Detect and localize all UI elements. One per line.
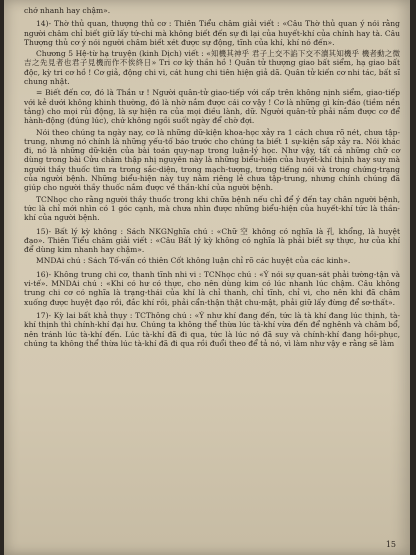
- paragraph-2: 14)- Thờ thủ quan, thượng thủ cơ : Thiên Tiểu châm giải viết : «Câu Thờ thủ quan ý nói rằng người châm chỉ biết giữ lấy tứ-chi mà không biết đến sự đi lại của huyết-khí của chính hay tà. Câu Thượng thủ cơ ý nói người châm biết xét được sự động, tĩnh của khí, khí nó đến».: [24, 19, 400, 47]
- paragraph-7: 15)- Bất lý kỳ không : Sách NKGNghĩa chú : «Chữ 空 không có nghĩa là 孔 khổng, là huyệt đạo». Thiên Tiểu châm giải viết : «Câu Bất lý kỳ không có nghĩa là phải biết sự thực, hư của khí để dùng kim nhanh hay chậm».: [24, 226, 400, 255]
- book-page: [4, 0, 410, 555]
- paragraph-10: 17)- Kỳ lai bất khả thụy : TCThông chú : «Ý như khí đang đến, tức là tà khí đang lúc thịnh, tà-khí thịnh thì chính-khí đại hư. Chúng ta không thể thừa lúc tà-khí vừa đến để nghênh và châm bổ, nên tránh lúc tà-khí đến. Lúc tà-khí đã đi qua, tức là lúc nó đã suy và chính-khí đang hồi-phục, chúng ta không thể thừa lúc tà-khí đã đi qua rồi đuổi theo để tả nó, vì làm như vậy e rằng sẽ làm: [24, 310, 400, 348]
- page-number: 15: [385, 540, 396, 549]
- paragraph-9: 16)- Không trung chi cơ, thanh tĩnh nhi vi : TCNhọc chú : «Ý nói sự quan-sát phải tường-tận và vi-tế». MNDAi chú : «Khi có hư có thực, cho nên dùng kim có lúc nhanh lúc chậm. Câu không trung chi cơ có nghĩa là trạng-thái của khí là chỉ thanh, chỉ tĩnh, chỉ vi, cho nên khi đã châm xuống được huyệt đạo rồi, đắc khí rồi, phải cẩn-thận thật chu-mật, phải giữ lấy đừng để sơ-thất».: [24, 269, 400, 307]
- page-text: [24, 6, 400, 350]
- paragraph-3: Chương 5 Hệ-từ hạ truyện (kinh Dịch) viết : «知機其神乎 君子上交不諂下交不瀆其知機乎 機者動之微吉之先見者也君子見機而作不俟終日» Tri cơ kỳ thần hồ ! Quân tử thượng giao bất siểm, hạ giao bất độc, kỳ tri cơ hồ ! Cơ giả, động chi vi, cát hung chi tiên hiện giả dã. Quân tử kiến cơ nhi tác, bất sĩ chung nhật.: [24, 49, 400, 87]
- paragraph-5: Nói theo chúng ta ngày nay, cơ là những dữ-kiện khoa-học xảy ra 1 cách chưa rõ nét, chưa tập-trung, nhưng nó chính là những yếu-tố báo trước cho chúng ta biết 1 sự-kiện sắp xảy ra. Nói khác đi, nó là những dữ-kiện của bài toán quy-nạp trong luận-lý học. Như vậy, tất cả những chữ cơ dùng trong bài Cửu châm thập nhị nguyên này là những biểu-hiện của huyết-khí thịnh hay suy mà người thầy thuốc tìm ra trong sắc-diện, trong mạch-tượng, trong tiếng nói và trong chứng-trạng của người bệnh. Những biểu-hiện này tuy nằm riêng lẻ chưa tập-trung, nhưng chính chúng đã giúp cho người thầy thuốc nắm được về thần-khí của người bệnh.: [24, 127, 400, 193]
- paragraph-6: TCNhọc cho rằng người thầy thuốc trong khi chữa bệnh nếu chỉ để ý đến tay chân người bệnh, tức là chỉ mới nhìn có 1 góc cạnh, mà chưa nhìn được những biểu-hiện của huyết-khí tức là thần-khí của người bệnh.: [24, 194, 400, 223]
- paragraph-4: = Biết đến cơ, đó là Thần ư ! Người quân-tử giao-tiếp với cấp trên không nịnh siểm, giao-tiếp với kẻ dưới không khinh thường, đó là nhờ nắm được cái cơ vậy ! Cơ là những gì kín-đáo (tiềm nền tảng) cho mọi rủi động, là sự hiện ra của mọi điều lành, dữ. Người quân-tử phải nắm được cơ để hành-động (đúng lúc), chứ không ngồi suốt ngày để chờ đợi.: [24, 88, 400, 126]
- paragraph-1: chớ nhanh hay chậm».: [24, 6, 111, 15]
- paragraph-8: MNDAi chú : Sách Tố-vấn có thiên Cốt không luận chỉ rõ các huyệt của các kinh».: [36, 256, 351, 266]
